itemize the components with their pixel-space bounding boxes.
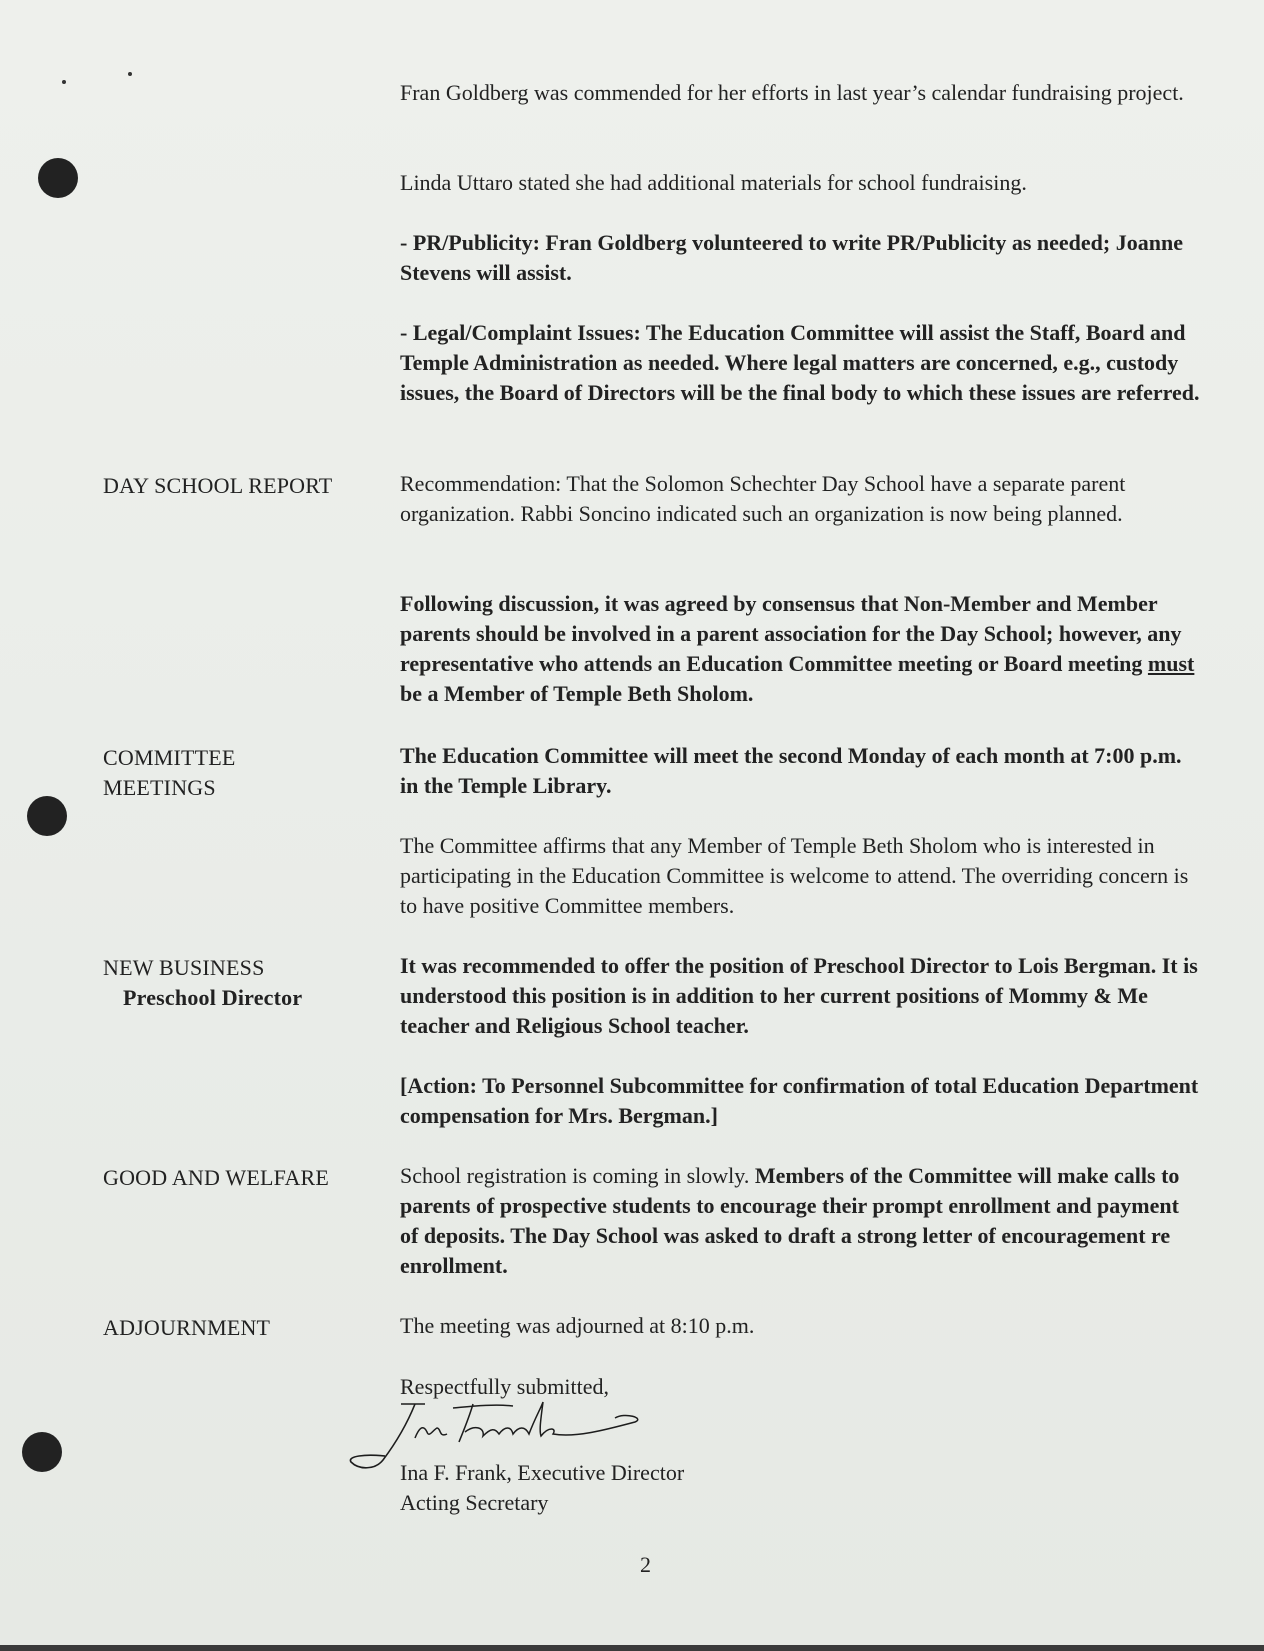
paragraph-calendar-fundraising: Fran Goldberg was commended for her efforts in last year’s calendar fundraising project. bbox=[400, 80, 1184, 105]
paragraph-additional-materials: Linda Uttaro stated she had additional materials for school fundraising. bbox=[400, 170, 1027, 195]
registration-note: School registration is coming in slowly. bbox=[400, 1163, 755, 1188]
signatory-name: Ina F. Frank, Executive Director bbox=[400, 1460, 685, 1485]
binder-hole-middle bbox=[27, 796, 67, 836]
section-label-good-and-welfare: GOOD AND WELFARE bbox=[103, 1165, 330, 1190]
day-school-discussion bbox=[400, 589, 1200, 709]
binder-hole-top bbox=[38, 158, 78, 198]
paragraph-legal-issues: - Legal/Complaint Issues: The Education Committee will assist the Staff, Board and Temple Administration as needed. Where legal matters are concerned, e.g., custody issues, the Board of Directors will be the final body to which these issues are referred. bbox=[400, 320, 1200, 405]
section-label-day-school: DAY SCHOOL REPORT bbox=[103, 473, 333, 498]
label-line: NEW BUSINESS bbox=[103, 955, 265, 980]
label-line: COMMITTEE bbox=[103, 745, 236, 770]
signatory-title: Acting Secretary bbox=[400, 1490, 549, 1515]
section-label-new-business bbox=[103, 953, 302, 1013]
paper-speck bbox=[62, 80, 66, 84]
closing-respectfully: Respectfully submitted, bbox=[400, 1374, 609, 1399]
scan-bottom-edge bbox=[0, 1645, 1264, 1651]
binder-hole-bottom bbox=[22, 1432, 62, 1472]
page-number: 2 bbox=[640, 1552, 651, 1577]
paragraph-pr-publicity: - PR/Publicity: Fran Goldberg volunteered to write PR/Publicity as needed; Joanne Stevens will assist. bbox=[400, 230, 1183, 285]
committee-calls-note: Members of the Committee will make calls to parents of prospective students to encourage their prompt enrollment and payment of deposits. The Day School was asked to draft a strong letter of encouragement re enrollment. bbox=[400, 1163, 1180, 1278]
sublabel-preschool-director: Preschool Director bbox=[123, 985, 303, 1010]
good-and-welfare-text bbox=[400, 1161, 1200, 1281]
committee-affirmation: The Committee affirms that any Member of Temple Beth Sholom who is interested in participating in the Education Committee is welcome to attend. The overriding concern is to have positive Committee members. bbox=[400, 833, 1189, 918]
label-line: MEETINGS bbox=[103, 775, 216, 800]
paper-speck bbox=[128, 72, 132, 76]
action-item: [Action: To Personnel Subcommittee for confirmation of total Education Department compensation for Mrs. Bergman.] bbox=[400, 1073, 1199, 1128]
preschool-director-recommendation: It was recommended to offer the position of Preschool Director to Lois Bergman. It is understood this position is in addition to her current positions of Mommy & Me teacher and Religious School teacher. bbox=[400, 953, 1198, 1038]
emphasis-must: must bbox=[1147, 651, 1195, 676]
adjournment-text: The meeting was adjourned at 8:10 p.m. bbox=[400, 1313, 755, 1338]
committee-meeting-schedule: The Education Committee will meet the second Monday of each month at 7:00 p.m. in the Temple Library. bbox=[400, 743, 1182, 798]
discussion-text: Following discussion, it was agreed by consensus that Non-Member and Member parents should be involved in a parent association for the Day School; however, any representative who attends an Education Committee meeting or Board meeting bbox=[400, 591, 1182, 676]
section-label-adjournment: ADJOURNMENT bbox=[103, 1315, 271, 1340]
day-school-recommendation: Recommendation: That the Solomon Schechter Day School have a separate parent organization. Rabbi Soncino indicated such an organization is now being planned. bbox=[400, 471, 1126, 526]
discussion-text-end: be a Member of Temple Beth Sholom. bbox=[400, 681, 754, 706]
section-label-committee-meetings bbox=[103, 743, 236, 803]
